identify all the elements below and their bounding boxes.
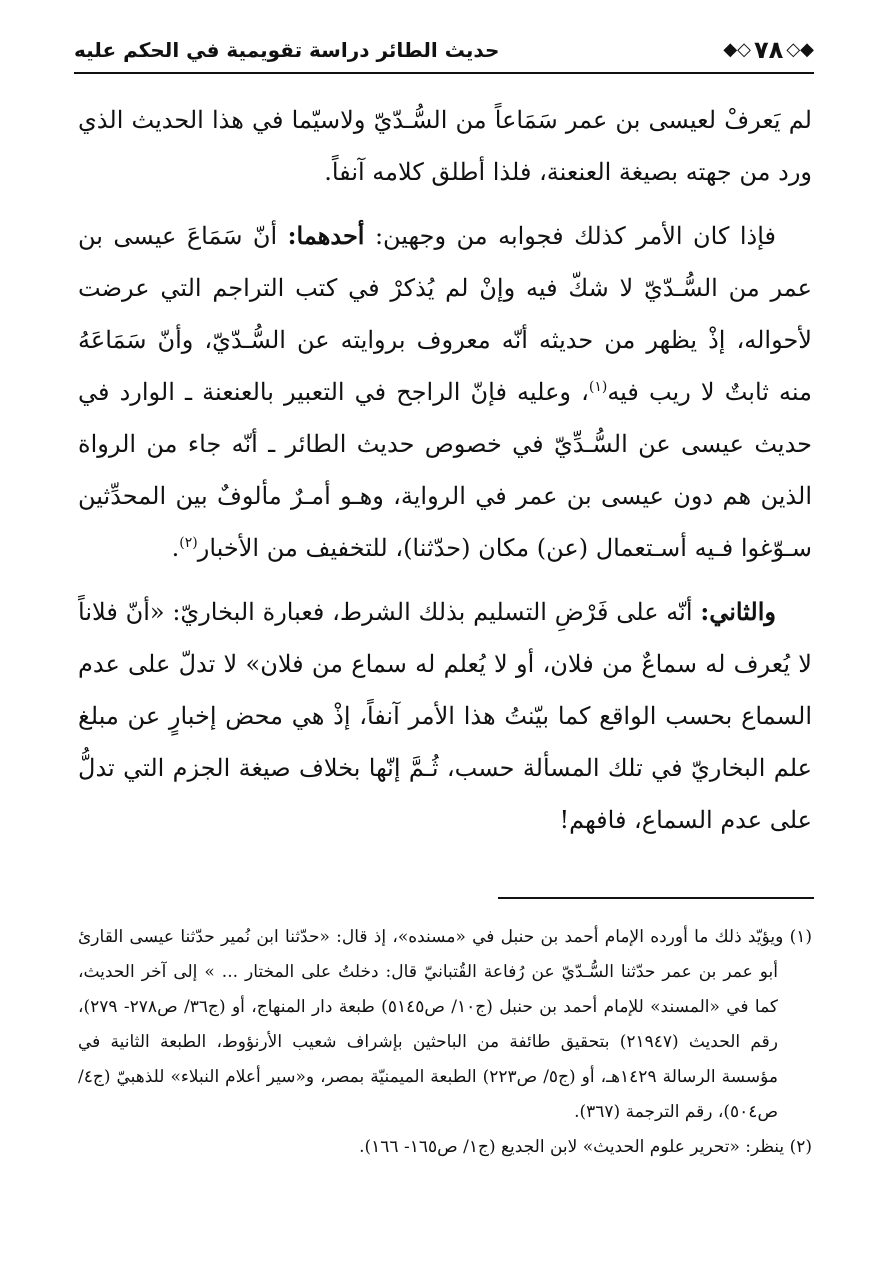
- footnotes: [78, 920, 812, 1165]
- footnote-ref-2[interactable]: (٢): [179, 535, 198, 551]
- footnote-1: [78, 920, 812, 1130]
- main-text: [78, 94, 812, 858]
- footnote-2: [78, 1130, 812, 1165]
- ornament-left-icon: ◇◆: [723, 39, 752, 60]
- paragraph-2-end: .: [171, 534, 180, 562]
- footnote-separator: [498, 897, 814, 899]
- paragraph-2-text-a: أنّ سَمَاعَ عيسى بن عمر من السُّـدّيّ لا شكّ فيه وإنْ لم يُذكرْ في كتب التراجم التي عرضت لأحواله، إذْ يظهر من حديثه أنّه معروف بروايته عن السُّـدّيّ، وأنّ سَمَاعَهُ منه ثابتٌ لا ريب فيه: [78, 222, 812, 406]
- footnote-1-number: (١): [789, 927, 813, 947]
- footnote-1-text: ويؤيّد ذلك ما أورده الإمام أحمد بن حنبل في «مسنده»، إذ قال: «حدّثنا ابن نُمير حدّثنا عيسى القارئ أبو عمر بن عمر حدّثنا السُّـدّيّ عن رُفاعة القُتبانيّ قال: دخلتُ على المختار ... » إلى آخر الحديث، كما في «المسند» للإمام أحمد بن حنبل (ج١٠/ ص٥١٤٥) طبعة دار المنهاج، أو (ج٣٦/ ص٢٧٨- ٢٧٩)، رقم الحديث (٢١٩٤٧) بتحقيق طائفة من الباحثين بإشراف شعيب الأرنؤوط، الطبعة الثانية في مؤسسة الرسالة ١٤٢٩هـ، أو (ج٥/ ص٢٢٣) الطبعة الميمنيّة بمصر، و«سير أعلام النبلاء» للذهبيّ (ج٤/ ص٥٠٤)، رقم الترجمة (٣٦٧).: [78, 927, 784, 1122]
- ornament-right-icon: ◆◇: [786, 39, 814, 60]
- page-number: ٧٨: [754, 36, 784, 64]
- first-point-label: أحدهما:: [287, 221, 365, 250]
- footnote-2-text: ينظر: «تحرير علوم الحديث» لابن الجديع (ج١/ ص١٦٥- ١٦٦).: [359, 1137, 785, 1157]
- footnote-2-number: (٢): [789, 1137, 812, 1157]
- footnote-ref-1[interactable]: (١): [588, 379, 608, 395]
- paragraph-1: [78, 94, 812, 198]
- paragraph-3: [78, 586, 812, 846]
- running-title: حديث الطائر دراسة تقويمية في الحكم عليه: [74, 38, 500, 62]
- second-point-label: والثاني:: [700, 597, 776, 626]
- paragraph-3-text: أنّه على فَرْضِ التسليم بذلك الشرط، فعبارة البخاريّ: «أنّ فلاناً لا يُعرف له سماعٌ من فلان، أو لا يُعلم له سماع من فلان» لا تدلّ على عدم السماع بحسب الواقع كما بيّنتُ هذا الأمر آنفاً، إذْ هي محض إخبارٍ عن مبلغ علم البخاريّ في تلك المسألة حسب، ثُـمَّ إنّها بخلاف صيغة الجزم التي تدلُّ على عدم السماع، فافهم!: [78, 598, 812, 834]
- paragraph-2-text-b: ، وعليه فإنّ الراجح في التعبير بالعنعنة ـ الوارد في حديث عيسى عن السُّـدِّيّ في خصوص حديث الطائر ـ أنّه جاء من الرواة الذين هم دون عيسى بن عمر في الرواية، وهـو أمـرٌ مألوفٌ بين المحدِّثين سـوّغوا فـيه أسـتعمال (عن) مكان (حدّثنا)، للتخفيف من الأخبار: [78, 378, 812, 562]
- paragraph-2: [78, 210, 812, 574]
- paragraph-1-text: لم يَعرفْ لعيسى بن عمر سَمَاعاً من السُّـدّيّ ولاسيّما في هذا الحديث الذي ورد من جهته بصيغة العنعنة، فلذا أطلق كلامه آنفاً.: [78, 106, 812, 186]
- page-header: [74, 32, 814, 74]
- paragraph-2-intro: فإذا كان الأمر كذلك فجوابه من وجهين:: [374, 222, 776, 250]
- page-number-block: [723, 32, 814, 68]
